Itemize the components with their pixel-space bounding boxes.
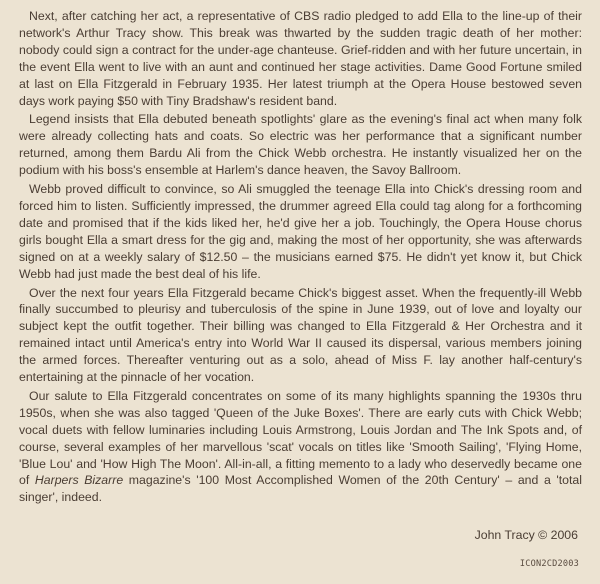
magazine-title: Harpers Bizarre	[34, 473, 124, 488]
liner-notes-article	[19, 8, 582, 508]
author-credit: John Tracy © 2006	[474, 528, 578, 542]
paragraph-2: Legend insists that Ella debuted beneath spotlights' glare as the evening's final act when many folk were already collecting hats and coats. So electric was her performance that a significant number returned, among them Bardu Ali from the Chick Webb orchestra. He instantly visualized her on the podium with his boss's ensemble at Harlem's dance heaven, the Savoy Ballroom.	[19, 112, 582, 178]
paragraph-5-text-end: magazine's '100 Most Accomplished Women of the 20th Century' – and a 'total singer', indeed.	[19, 473, 582, 505]
paragraph-3: Webb proved difficult to convince, so Ali smuggled the teenage Ella into Chick's dressing room and forced him to listen. Sufficiently impressed, the drummer agreed Ella could tag along for a forthcoming date and promised that if the kids liked her, he'd give her a job. Touchingly, the Opera House chorus girls bought Ella a smart dress for the gig and, making the most of her opportunity, she was afterwards signed on at a weekly salary of $12.50 – the musicians earned $75. He didn't yet know it, but Chick Webb had just made the best deal of his life.	[19, 182, 582, 281]
paragraph-4: Over the next four years Ella Fitzgerald became Chick's biggest asset. When the frequently-ill Webb finally succumbed to pleurisy and tuberculosis of the spine in June 1939, out of love and loyalty our subject kept the outfit together. Their billing was changed to Ella Fitzgerald & Her Orchestra and it remained intact until America's entry into World War II caused its dispersal, various members joining the armed forces. Thereafter venturing out as a solo, ahead of Miss F. lay another half-century's entertaining at the pinnacle of her vocation.	[19, 285, 582, 385]
catalog-number: ICON2CD2003	[519, 559, 579, 569]
paragraph-1: Next, after catching her act, a representative of CBS radio pledged to add Ella to the line-up of their network's Arthur Tracy show. This break was thwarted by the sudden tragic death of her mother: nobody could sign a contract for the under-age chanteuse. Grief-ridden and with her future uncertain, in the event Ella went to live with an aunt and continued her stage activities. Dame Good Fortune smiled at last on Ella Fitzgerald in February 1935. Her latest triumph at the Opera House bestowed seven days work paying $50 with Tiny Bradshaw's resident band.	[19, 9, 582, 108]
paragraph-5-text-start: Our salute to Ella Fitzgerald concentrates on some of its many highlights spanning the 1930s thru 1950s, when she was also tagged 'Queen of the Juke Boxes'. There are early cuts with Chick Webb; vocal duets with fellow luminaries including Louis Armstrong, Louis Jordan and The Ink Spots and, of course, several examples of her marvellous 'scat' vocals on titles like 'Smooth Sailing', 'Flying Home, 'Blue Lou' and 'How High The Moon'. All-in-all, a fitting memento to a lady who deservedly became one of	[19, 388, 582, 488]
paragraph-5	[19, 388, 582, 506]
